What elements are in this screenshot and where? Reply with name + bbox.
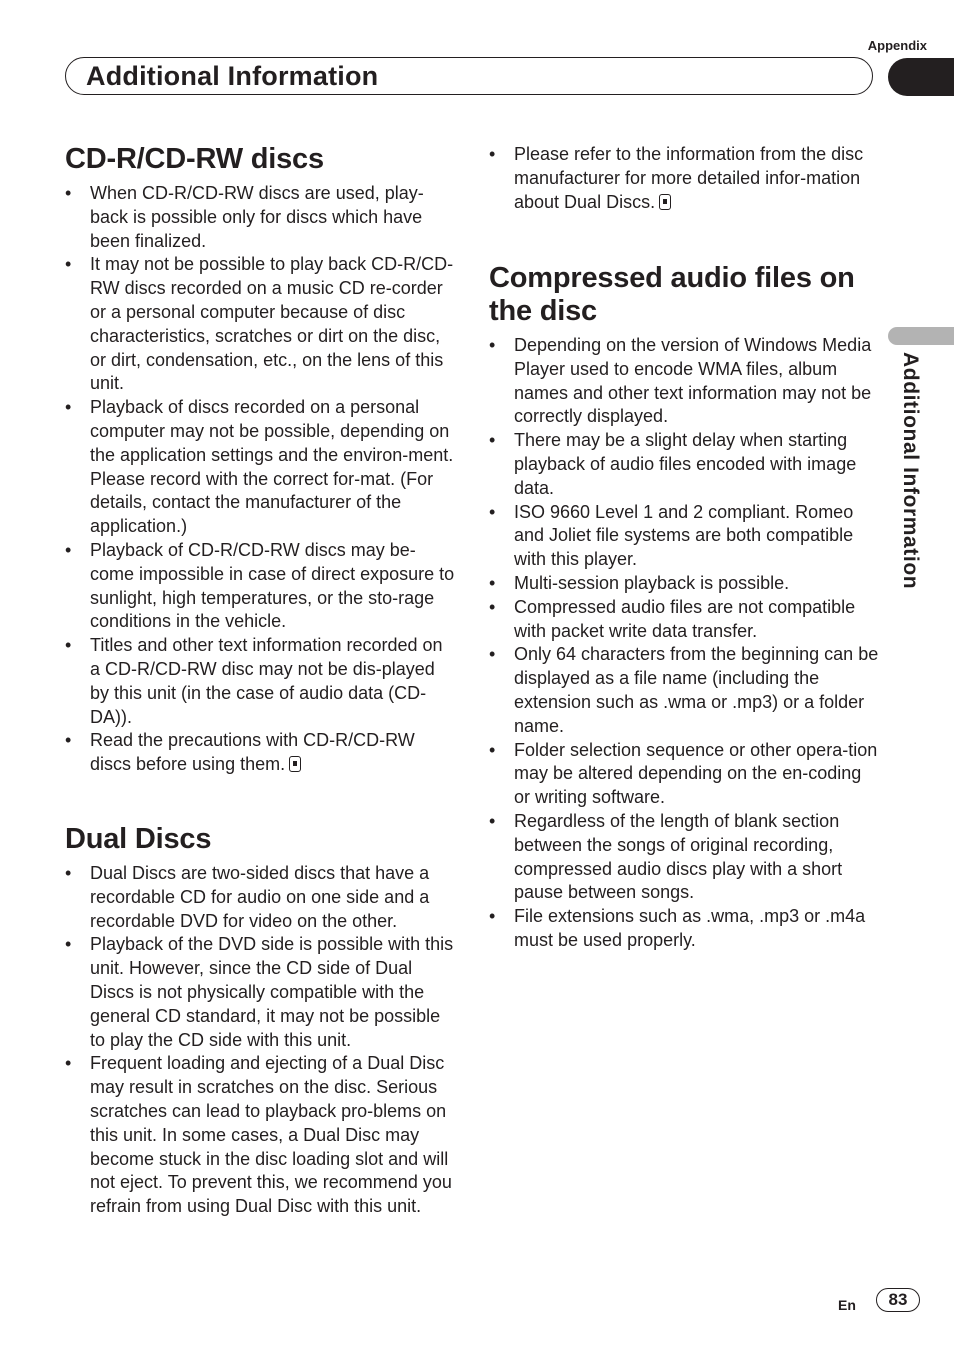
list-item: • Playback of the DVD side is possible with this unit. However, since the CD side of Dual Discs is not physically compatible with the general CD standard, it may not be possible to play the CD side with this unit. <box>65 934 454 1050</box>
side-tab-label: Additional Information <box>899 352 922 590</box>
list-item: • Please refer to the information from the disc manufacturer for more detailed infor-mation about Dual Discs. <box>489 144 864 212</box>
list-item: • Compressed audio files are not compatible with packet write data transfer. <box>489 596 856 641</box>
section-title-dual: Dual Discs <box>65 823 212 855</box>
section-header <box>65 57 873 95</box>
page-language: En <box>838 1297 856 1313</box>
list-item: • Titles and other text information recorded on a CD-R/CD-RW disc may not be dis-played by this unit (in the case of audio data (CD-DA)). <box>65 635 443 727</box>
section-dual <box>65 823 455 1219</box>
list-item: • Playback of CD-R/CD-RW discs may be-come impossible in case of direct exposure to sunlight, high temperatures, or the sto-rage conditions in the vehicle. <box>65 539 455 632</box>
section-compressed <box>489 262 881 953</box>
side-tab-marker <box>888 327 954 345</box>
list-item: • Read the precautions with CD-R/CD-RW discs before using them. <box>65 730 415 775</box>
list-item: • There may be a slight delay when starting playback of audio files encoded with image data. <box>489 430 857 498</box>
list-item: • ISO 9660 Level 1 and 2 compliant. Romeo and Joliet file systems are both compatible with this player. <box>489 501 854 570</box>
list-item: • File extensions such as .wma, .mp3 or .m4a must be used properly. <box>489 906 866 950</box>
section-cdr <box>65 143 455 777</box>
section-title-cdr: CD-R/CD-RW discs <box>65 143 324 175</box>
list-item: • Folder selection sequence or other opera-tion may be altered depending on the en-coding or writing software. <box>489 739 878 808</box>
section-title-compressed: Compressed audio files on the disc <box>489 262 855 327</box>
list-item: • Frequent loading and ejecting of a Dual Disc may result in scratches on the disc. Serious scratches can lead to playback pro-blems on this unit. In some cases, a Dual Disc may become stuck in the disc loading slot and will not eject. To prevent this, we recommend you refrain from using Dual Disc with this unit. <box>65 1053 452 1217</box>
list-item: • When CD-R/CD-RW discs are used, play-back is possible only for discs which have been finalized. <box>65 183 424 251</box>
appendix-label: Appendix <box>867 38 927 53</box>
list-cdr <box>65 182 455 777</box>
end-of-section-icon <box>289 756 301 772</box>
list-item: • Depending on the version of Windows Media Player used to encode WMA files, album names and other text information may not be correctly displayed. <box>489 335 872 427</box>
list-item: • Only 64 characters from the beginning can be displayed as a file name (including the extension such as .wma or .mp3) or a folder name. <box>489 644 879 736</box>
section-header-title: Additional Information <box>86 61 379 91</box>
section-dual-continued <box>489 143 881 214</box>
list-item: • Playback of discs recorded on a personal computer may not be possible, depending on the application settings and the environ-ment. Please record with the correct for-mat. (For details, contact the manufacturer of the application.) <box>65 397 454 537</box>
header-tab-marker <box>888 58 954 96</box>
list-item: • Dual Discs are two-sided discs that have a recordable CD for audio on one side and a recordable DVD for video on the other. <box>65 863 430 931</box>
list-compressed <box>489 334 881 953</box>
list-dual-continued <box>489 143 881 214</box>
list-item: • Multi-session playback is possible. <box>489 572 790 593</box>
end-of-section-icon <box>659 194 671 210</box>
page-number: 83 <box>876 1288 920 1312</box>
list-item: • It may not be possible to play back CD-R/CD-RW discs recorded on a music CD re-corder or a personal computer because of disc characteristics, scratches or dirt on the disc, or dirt, condensation, etc., on the lens of this unit. <box>65 254 454 394</box>
list-item: • Regardless of the length of blank section between the songs of original recording, compressed audio discs play with a short pause between songs. <box>489 810 843 903</box>
list-dual <box>65 862 455 1219</box>
